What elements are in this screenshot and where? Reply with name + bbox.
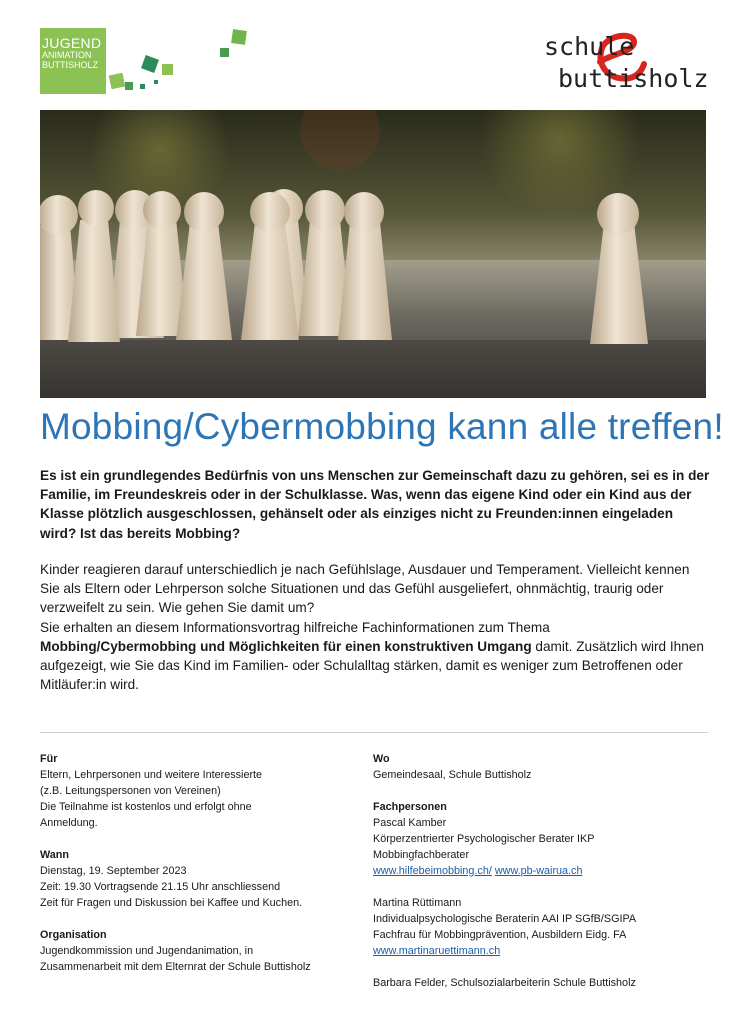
fuer-heading: Für — [40, 753, 58, 765]
wann-heading: Wann — [40, 849, 69, 861]
person1-line: Pascal Kamber — [373, 817, 447, 829]
logo-square-decor — [109, 73, 126, 90]
person2-line: Fachfrau für Mobbingprävention, Ausbildern Eidg. FA — [373, 929, 627, 941]
organisation-line: Zusammenarbeit mit dem Elternrat der Schule Buttisholz — [40, 961, 311, 973]
wann-line: Zeit: 19.30 Vortragsende 21.15 Uhr anschliessend — [40, 881, 281, 893]
hero-photo — [40, 110, 706, 398]
wo-line: Gemeindesaal, Schule Buttisholz — [373, 769, 532, 781]
fachpersonen-heading: Fachpersonen — [373, 801, 447, 813]
info-left-column — [40, 751, 340, 975]
schule-buttisholz-logo — [538, 30, 709, 98]
logo-square-decor — [125, 82, 133, 90]
logo-square-decor — [162, 64, 173, 75]
divider — [40, 732, 708, 733]
logo-square-decor — [141, 55, 159, 73]
organisation-heading: Organisation — [40, 929, 107, 941]
wann-line: Dienstag, 19. September 2023 — [40, 865, 187, 877]
person1-line: Mobbingfachberater — [373, 849, 470, 861]
logo-line2: ANIMATION — [42, 50, 92, 60]
logo-line1: JUGEND — [42, 35, 102, 51]
para2-start: Sie erhalten an diesem Informationsvortrag hilfreiche Fachinformationen zum Thema — [40, 619, 550, 635]
fuer-line: Eltern, Lehrpersonen und weitere Interessierte — [40, 769, 263, 781]
wo-heading: Wo — [373, 753, 390, 765]
body-para1: Kinder reagieren darauf unterschiedlich je nach Gefühlslage, Ausdauer und Temperament. Vielleicht kennen Sie als Eltern oder Lehrperson solche Situationen und das Gefühl ausgeliefert, ohnmächtig, traurig oder verzweifelt zu sein. Wie gehen Sie damit um? — [40, 562, 690, 616]
logo-line3: BUTTISHOLZ — [42, 60, 99, 70]
fuer-line: Die Teilnahme ist kostenlos und erfolgt ohne — [40, 801, 252, 813]
logo-square-decor — [154, 80, 158, 84]
info-right-column — [373, 751, 713, 991]
person2-line: Martina Rüttimann — [373, 897, 462, 909]
logo-word-buttisholz: buttisholz — [558, 64, 709, 93]
logo-square-decor — [231, 29, 247, 45]
body-para2 — [40, 618, 710, 695]
para2-bold: Mobbing/Cybermobbing und Möglichkeiten für einen konstruktiven Umgang — [40, 638, 532, 654]
wann-line: Zeit für Fragen und Diskussion bei Kaffee und Kuchen. — [40, 897, 303, 909]
link-martinaruettimann[interactable]: www.martinaruettimann.ch — [373, 945, 501, 957]
organisation-line: Jugendkommission und Jugendanimation, in — [40, 945, 254, 957]
person2-line: Individualpsychologische Beraterin AAI IP SGfB/SGIPA — [373, 913, 637, 925]
link-hilfebeimobbing[interactable]: www.hilfebeimobbing.ch/ — [373, 865, 492, 877]
person3-line: Barbara Felder, Schulsozialarbeiterin Schule Buttisholz — [373, 977, 636, 989]
logo-square-decor — [220, 48, 229, 57]
person1-line: Körperzentrierter Psychologischer Berater IKP — [373, 833, 595, 845]
intro-paragraph: Es ist ein grundlegendes Bedürfnis von uns Menschen zur Gemeinschaft dazu zu gehören, sei es in der Familie, im Freundeskreis oder in der Schulklasse. Was, wenn das eigene Kind oder ein Kind aus der Klasse plötzlich ausgeschlossen, gehänselt oder als einziges nicht zu Freunden:innen eingeladen wird? Ist das bereits Mobbing? — [40, 468, 710, 541]
link-pb-wairua[interactable]: www.pb-wairua.ch — [494, 865, 583, 877]
page-title: Mobbing/Cybermobbing kann alle treffen! — [40, 406, 724, 447]
logo-square-decor — [140, 84, 145, 89]
body-paragraph — [40, 560, 710, 694]
para2-end: damit. Zusätzlich wird Ihnen aufgezeigt, wie Sie das Kind im Familien- oder Schulalltag stärken, damit es weniger zum Betroffenen oder Mitläufer:in wird. — [40, 638, 704, 693]
fuer-line: Anmeldung. — [40, 817, 98, 829]
logo-word-schule: schule — [544, 32, 635, 61]
fuer-line: (z.B. Leitungspersonen von Vereinen) — [40, 785, 221, 797]
jugendanimation-logo — [40, 28, 106, 94]
